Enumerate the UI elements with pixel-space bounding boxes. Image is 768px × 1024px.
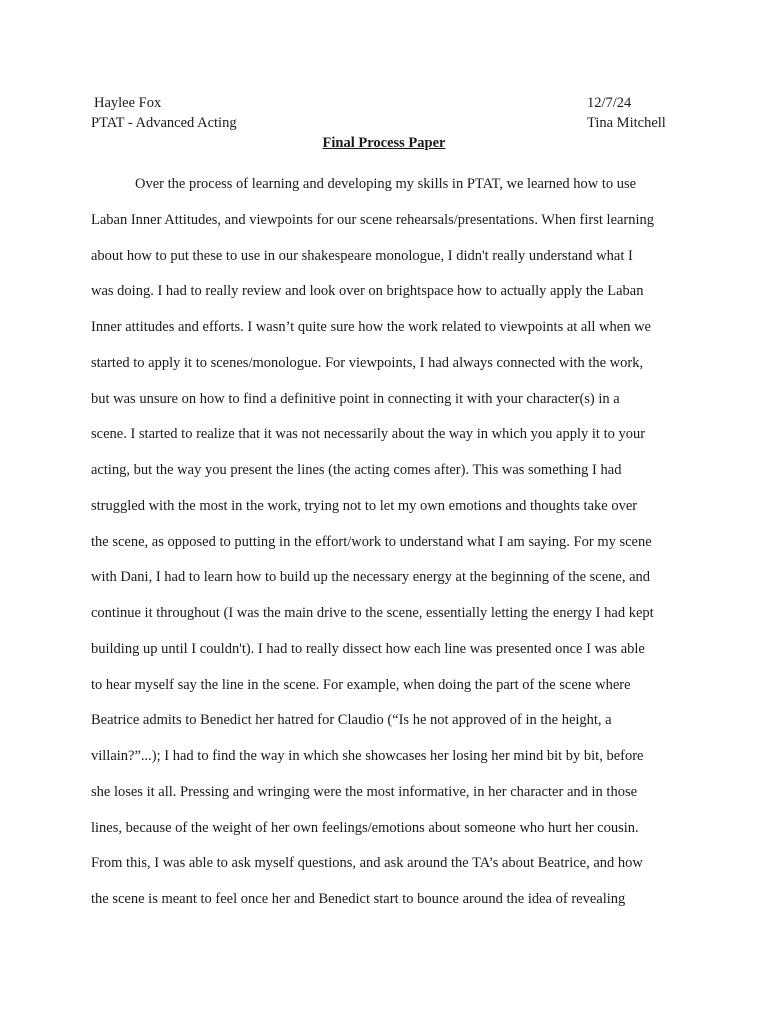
text-line: scene. I started to realize that it was not necessarily about the way in which you apply it to your bbox=[91, 426, 646, 443]
text-line: From this, I was able to ask myself questions, and ask around the TA’s about Beatrice, and how bbox=[91, 855, 643, 872]
text-line: Laban Inner Attitudes, and viewpoints for our scene rehearsals/presentations. When first learning bbox=[91, 211, 655, 228]
text-line: Beatrice admits to Benedict her hatred for Claudio (“Is he not approved of in the height, a bbox=[91, 712, 612, 729]
text-line: she loses it all. Pressing and wringing were the most informative, in her character and in those bbox=[91, 783, 638, 800]
text-line: about how to put these to use in our shakespeare monologue, I didn't really understand what I bbox=[91, 247, 633, 264]
course-name: PTAT - Advanced Acting bbox=[91, 115, 237, 131]
text-line: with Dani, I had to learn how to build up the necessary energy at the beginning of the scene, and bbox=[91, 569, 651, 586]
text-line: lines, because of the weight of her own feelings/emotions about someone who hurt her cousin. bbox=[91, 819, 639, 836]
text-line: was doing. I had to really review and look over on brightspace how to actually apply the Laban bbox=[91, 283, 644, 300]
date: 12/7/24 bbox=[587, 95, 632, 111]
instructor-name: Tina Mitchell bbox=[587, 115, 666, 131]
text-line: acting, but the way you present the lines (the acting comes after). This was something I had bbox=[91, 462, 622, 478]
text-line: the scene is meant to feel once her and Benedict start to bounce around the idea of revealing bbox=[91, 891, 626, 907]
text-line: villain?”...); I had to find the way in which she showcases her losing her mind bit by bit, before bbox=[91, 748, 644, 764]
text-line: Over the process of learning and developing my skills in PTAT, we learned how to use bbox=[135, 176, 637, 192]
text-line: struggled with the most in the work, trying not to let my own emotions and thoughts take over bbox=[91, 497, 638, 514]
text-line: started to apply it to scenes/monologue. For viewpoints, I had always connected with the work, bbox=[91, 354, 644, 371]
text-line: but was unsure on how to find a definitive point in connecting it with your character(s) in a bbox=[91, 390, 620, 407]
text-line: the scene, as opposed to putting in the effort/work to understand what I am saying. For my scene bbox=[91, 533, 652, 550]
text-line: Inner attitudes and efforts. I wasn’t quite sure how the work related to viewpoints at all when we bbox=[91, 319, 651, 335]
text-line: building up until I couldn't). I had to really dissect how each line was presented once I was able bbox=[91, 640, 645, 657]
author-name: Haylee Fox bbox=[94, 95, 162, 111]
text-line: to hear myself say the line in the scene. For example, when doing the part of the scene where bbox=[91, 676, 631, 693]
text-line: continue it throughout (I was the main drive to the scene, essentially letting the energy I had kept bbox=[91, 605, 654, 621]
header-left-block bbox=[91, 93, 237, 133]
body-paragraph bbox=[91, 174, 691, 925]
paper-title: Final Process Paper bbox=[322, 135, 446, 151]
header-right-block bbox=[587, 93, 666, 133]
